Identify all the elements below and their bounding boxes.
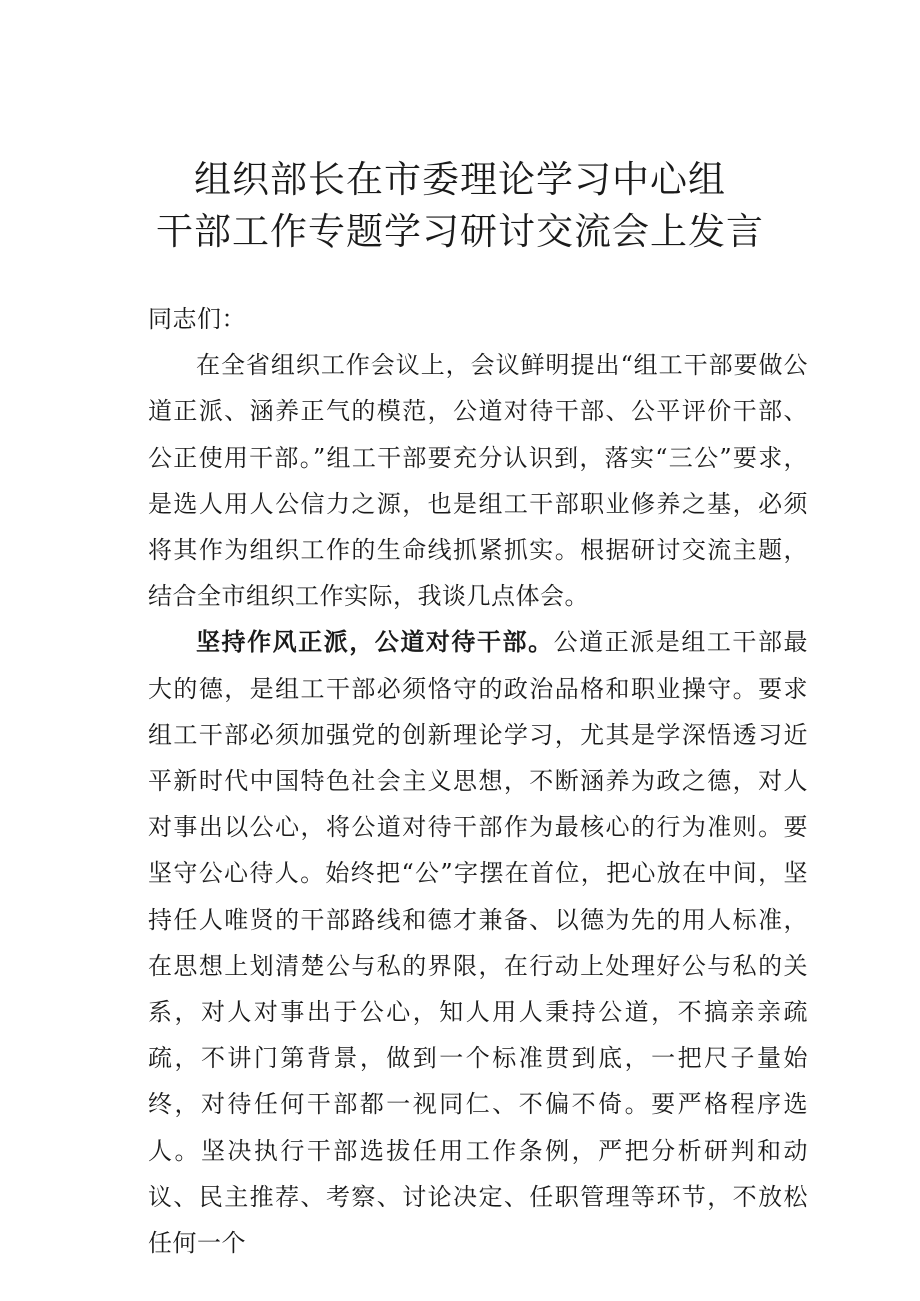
salutation: 同志们： xyxy=(148,305,246,333)
paragraph-text: 在全省组织工作会议上，会议鲜明提出“组工干部要做公道正派、涵养正气的模范，公道对待干部、公平评价干部、公正使用干部。”组工干部要充分认识到，落实“三公”要求，是选人用人公信力之源，也是组工干部职业修养之基，必须将其作为组织工作的生命线抓紧抓实。根据研讨交流主题，结合全市组织工作实际，我谈几点体会。 xyxy=(148,351,808,611)
paragraph-text: 公道正派是组工干部最大的德，是组工干部必须恪守的政治品格和职业操守。要求组工干部必须加强党的创新理论学习，尤其是学深悟透习近平新时代中国特色社会主义思想，不断涵养为政之德，对人对事出以公心，将公道对待干部作为最核心的行为准则。要坚守公心待人。始终把“公”字摆在首位，把心放在中间，坚持任人唯贤的干部路线和德才兼备、以德为先的用人标准，在思想上划清楚公与私的界限，在行动上处理好公与私的关系，对人对事出于公心，知人用人秉持公道，不搞亲亲疏疏，不讲门第背景，做到一个标准贯到底，一把尺子量始终，对待任何干部都一视同仁、不偏不倚。要严格程序选人。坚决执行干部选拔任用工作条例，严把分析研判和动议、民主推荐、考察、讨论决定、任职管理等环节，不放松任何一个 xyxy=(148,628,808,1258)
title-line-2: 干部工作专题学习研讨交流会上发言 xyxy=(156,210,764,253)
document-title xyxy=(0,154,920,258)
paragraph-intro xyxy=(148,342,808,619)
paragraph-heading: 坚持作风正派，公道对待干部。 xyxy=(196,627,554,657)
paragraph-section-1 xyxy=(148,619,808,1266)
title-line-1: 组织部长在市委理论学习中心组 xyxy=(194,158,726,201)
document-body xyxy=(148,296,808,1266)
